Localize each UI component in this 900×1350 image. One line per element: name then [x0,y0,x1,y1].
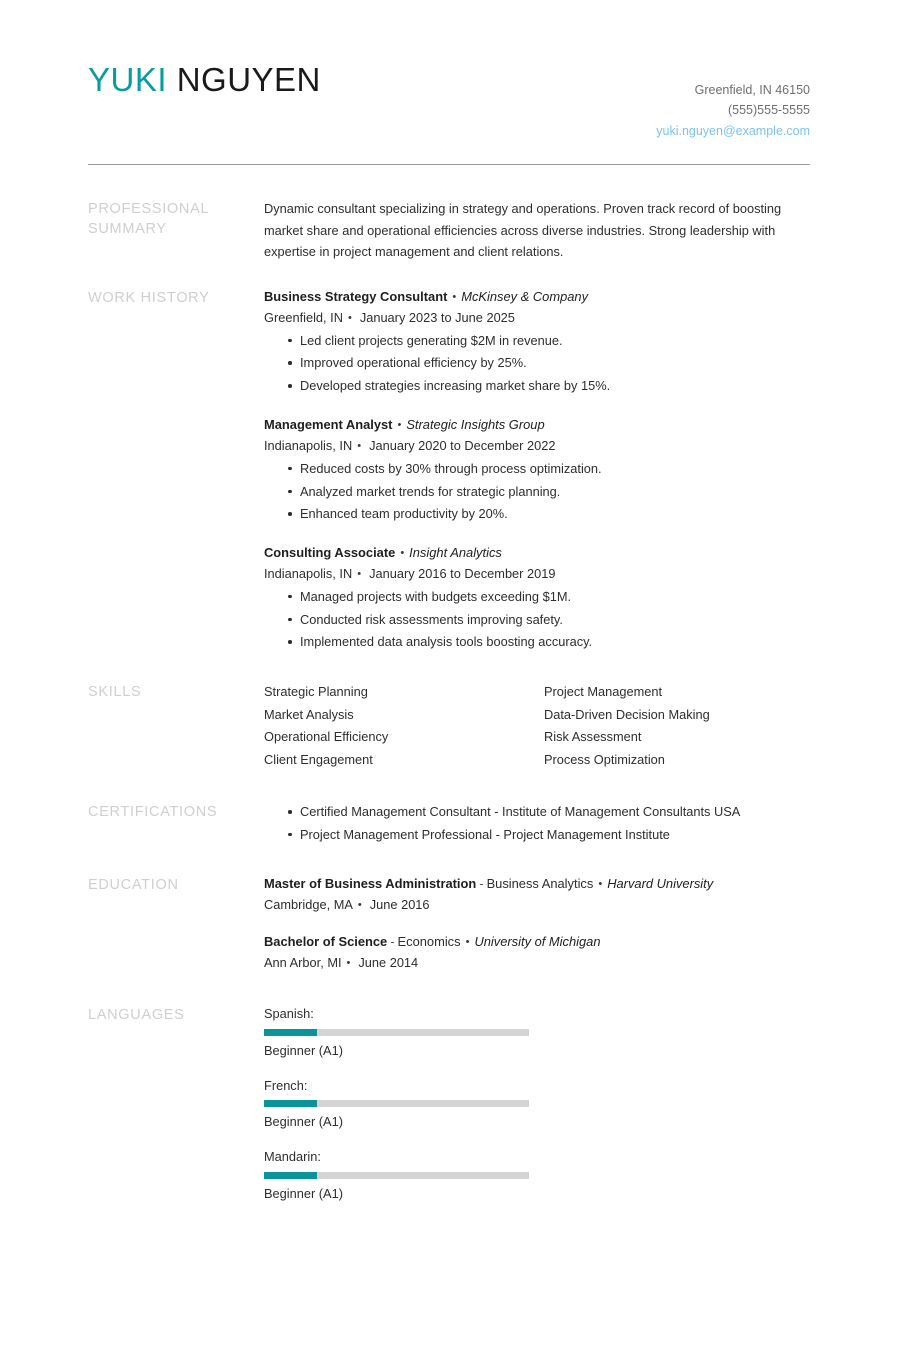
section-label-education: EDUCATION [88,876,179,893]
language-name: Mandarin: [264,1148,321,1164]
work-entry [264,287,810,398]
job-dates: January 2020 to December 2022 [369,437,556,453]
section-body-certifications [264,801,810,847]
section-label-languages: LANGUAGES [88,1007,185,1024]
work-entry-meta [264,308,810,329]
skill-item: Market Analysis [264,706,354,722]
education-school: University of Michigan [474,934,601,950]
job-company: McKinsey & Company [461,289,589,304]
education-degree: Bachelor of Science [264,934,388,950]
skills-columns [264,681,810,771]
job-dates: January 2016 to December 2019 [369,565,556,581]
section-certifications [0,801,900,847]
section-body-skills [264,681,810,771]
job-bullet: Improved operational efficiency by 25%. [264,352,810,375]
education-field: Business Analytics [486,875,594,891]
skills-column-left [264,681,544,771]
skill-item: Strategic Planning [264,684,368,700]
section-label-summary: PROFESSIONAL SUMMARY [88,200,209,238]
language-level: Beginner (A1) [264,1042,343,1058]
skill-item: Project Management [544,684,663,700]
language-name: Spanish: [264,1006,314,1022]
certification-item: Certified Management Consultant - Institute of Management Consultants USA [264,801,810,824]
language-level: Beginner (A1) [264,1185,343,1201]
job-bullet: Developed strategies increasing market share by 15%. [264,375,810,398]
language-item [264,1147,544,1204]
first-name: YUKI [88,61,168,98]
language-proficiency-bar [264,1029,529,1036]
education-date: June 2014 [358,955,419,971]
education-entry-meta [264,953,810,974]
section-body-languages [264,1004,810,1218]
job-title: Business Strategy Consultant [264,289,448,304]
language-grid [264,1004,810,1218]
certification-list [264,801,810,847]
job-location: Indianapolis, IN [264,565,353,581]
education-location: Cambridge, MA [264,896,353,912]
section-body-work-history [264,287,810,654]
skill-item: Risk Assessment [544,729,642,745]
summary-text: Dynamic consultant specializing in strategy and operations. Proven track record of boosting market share and operational efficiencies across diverse industries. Strong leadership with expertise in project management and client relations. [264,200,782,260]
education-location: Ann Arbor, MI [264,955,342,971]
separator-dot-icon: • [465,936,470,949]
skills-column-right [544,681,824,771]
separator-dot-icon: • [357,567,362,580]
job-title: Consulting Associate [264,545,396,561]
certification-item: Project Management Professional - Project Management Institute [264,824,810,847]
resume-header [0,0,900,141]
work-entry-headline [264,415,810,436]
education-entry-headline [264,932,810,953]
skill-item: Client Engagement [264,751,373,767]
separator-dot-icon: • [452,291,457,303]
job-bullet-list [264,586,810,654]
section-skills [0,681,900,771]
skill-item: Data-Driven Decision Making [544,706,710,722]
work-entry-headline [264,287,810,308]
work-entry-meta [264,436,810,457]
language-proficiency-bar [264,1100,529,1107]
job-location: Greenfield, IN [264,309,343,325]
education-field-separator: - [479,875,484,891]
job-location: Indianapolis, IN [264,437,353,453]
section-education [0,874,900,974]
language-proficiency-fill [264,1172,317,1179]
contact-email[interactable]: yuki.nguyen@example.com [656,123,810,138]
last-name: NGUYEN [176,61,321,98]
separator-dot-icon: • [357,439,362,452]
job-company: Strategic Insights Group [406,417,545,433]
contact-phone: (555)555-5555 [727,103,810,118]
work-entry-meta [264,564,810,585]
job-bullet: Enhanced team productivity by 20%. [264,503,810,526]
section-body-summary [264,198,810,263]
section-label-work-history: WORK HISTORY [88,290,210,306]
education-date: June 2016 [369,896,430,912]
job-dates: January 2023 to June 2025 [359,309,515,325]
work-entry [264,543,810,654]
job-company: Insight Analytics [409,545,502,561]
education-entry [264,874,810,916]
language-proficiency-fill [264,1100,317,1107]
separator-dot-icon: • [346,957,351,970]
candidate-name [88,62,321,98]
education-entry-headline [264,874,810,895]
skill-item: Process Optimization [544,751,665,767]
education-field: Economics [397,934,461,950]
contact-location: Greenfield, IN 46150 [694,83,810,97]
job-title: Management Analyst [264,417,393,433]
language-item [264,1076,544,1133]
job-bullet-list [264,458,810,526]
work-entry-headline [264,543,810,564]
job-bullet: Implemented data analysis tools boosting accuracy. [264,631,810,654]
job-bullet: Analyzed market trends for strategic planning. [264,481,810,504]
section-body-education [264,874,810,974]
contact-block [656,62,810,141]
section-languages [0,1004,900,1218]
section-professional-summary [0,198,900,263]
separator-dot-icon: • [598,877,603,890]
language-item [264,1004,544,1061]
section-work-history [0,287,900,654]
separator-dot-icon: • [400,547,405,560]
skill-item: Operational Efficiency [264,729,389,745]
language-proficiency-fill [264,1029,317,1036]
separator-dot-icon: • [357,898,362,911]
job-bullet: Reduced costs by 30% through process optimization. [264,458,810,481]
language-name: French: [264,1077,308,1093]
education-degree: Master of Business Administration [264,875,477,891]
separator-dot-icon: • [347,311,352,324]
education-field-separator: - [390,934,395,950]
section-label-skills: SKILLS [88,684,142,701]
separator-dot-icon: • [397,419,402,432]
education-entry-meta [264,895,810,916]
education-entry [264,932,810,974]
language-proficiency-bar [264,1172,529,1179]
job-bullet: Led client projects generating $2M in revenue. [264,330,810,353]
job-bullet: Managed projects with budgets exceeding $1M. [264,586,810,609]
job-bullet: Conducted risk assessments improving safety. [264,609,810,632]
header-divider [88,164,810,165]
job-bullet-list [264,330,810,398]
work-entry [264,415,810,526]
language-level: Beginner (A1) [264,1114,343,1130]
education-school: Harvard University [607,875,714,891]
section-label-certifications: CERTIFICATIONS [88,804,218,821]
